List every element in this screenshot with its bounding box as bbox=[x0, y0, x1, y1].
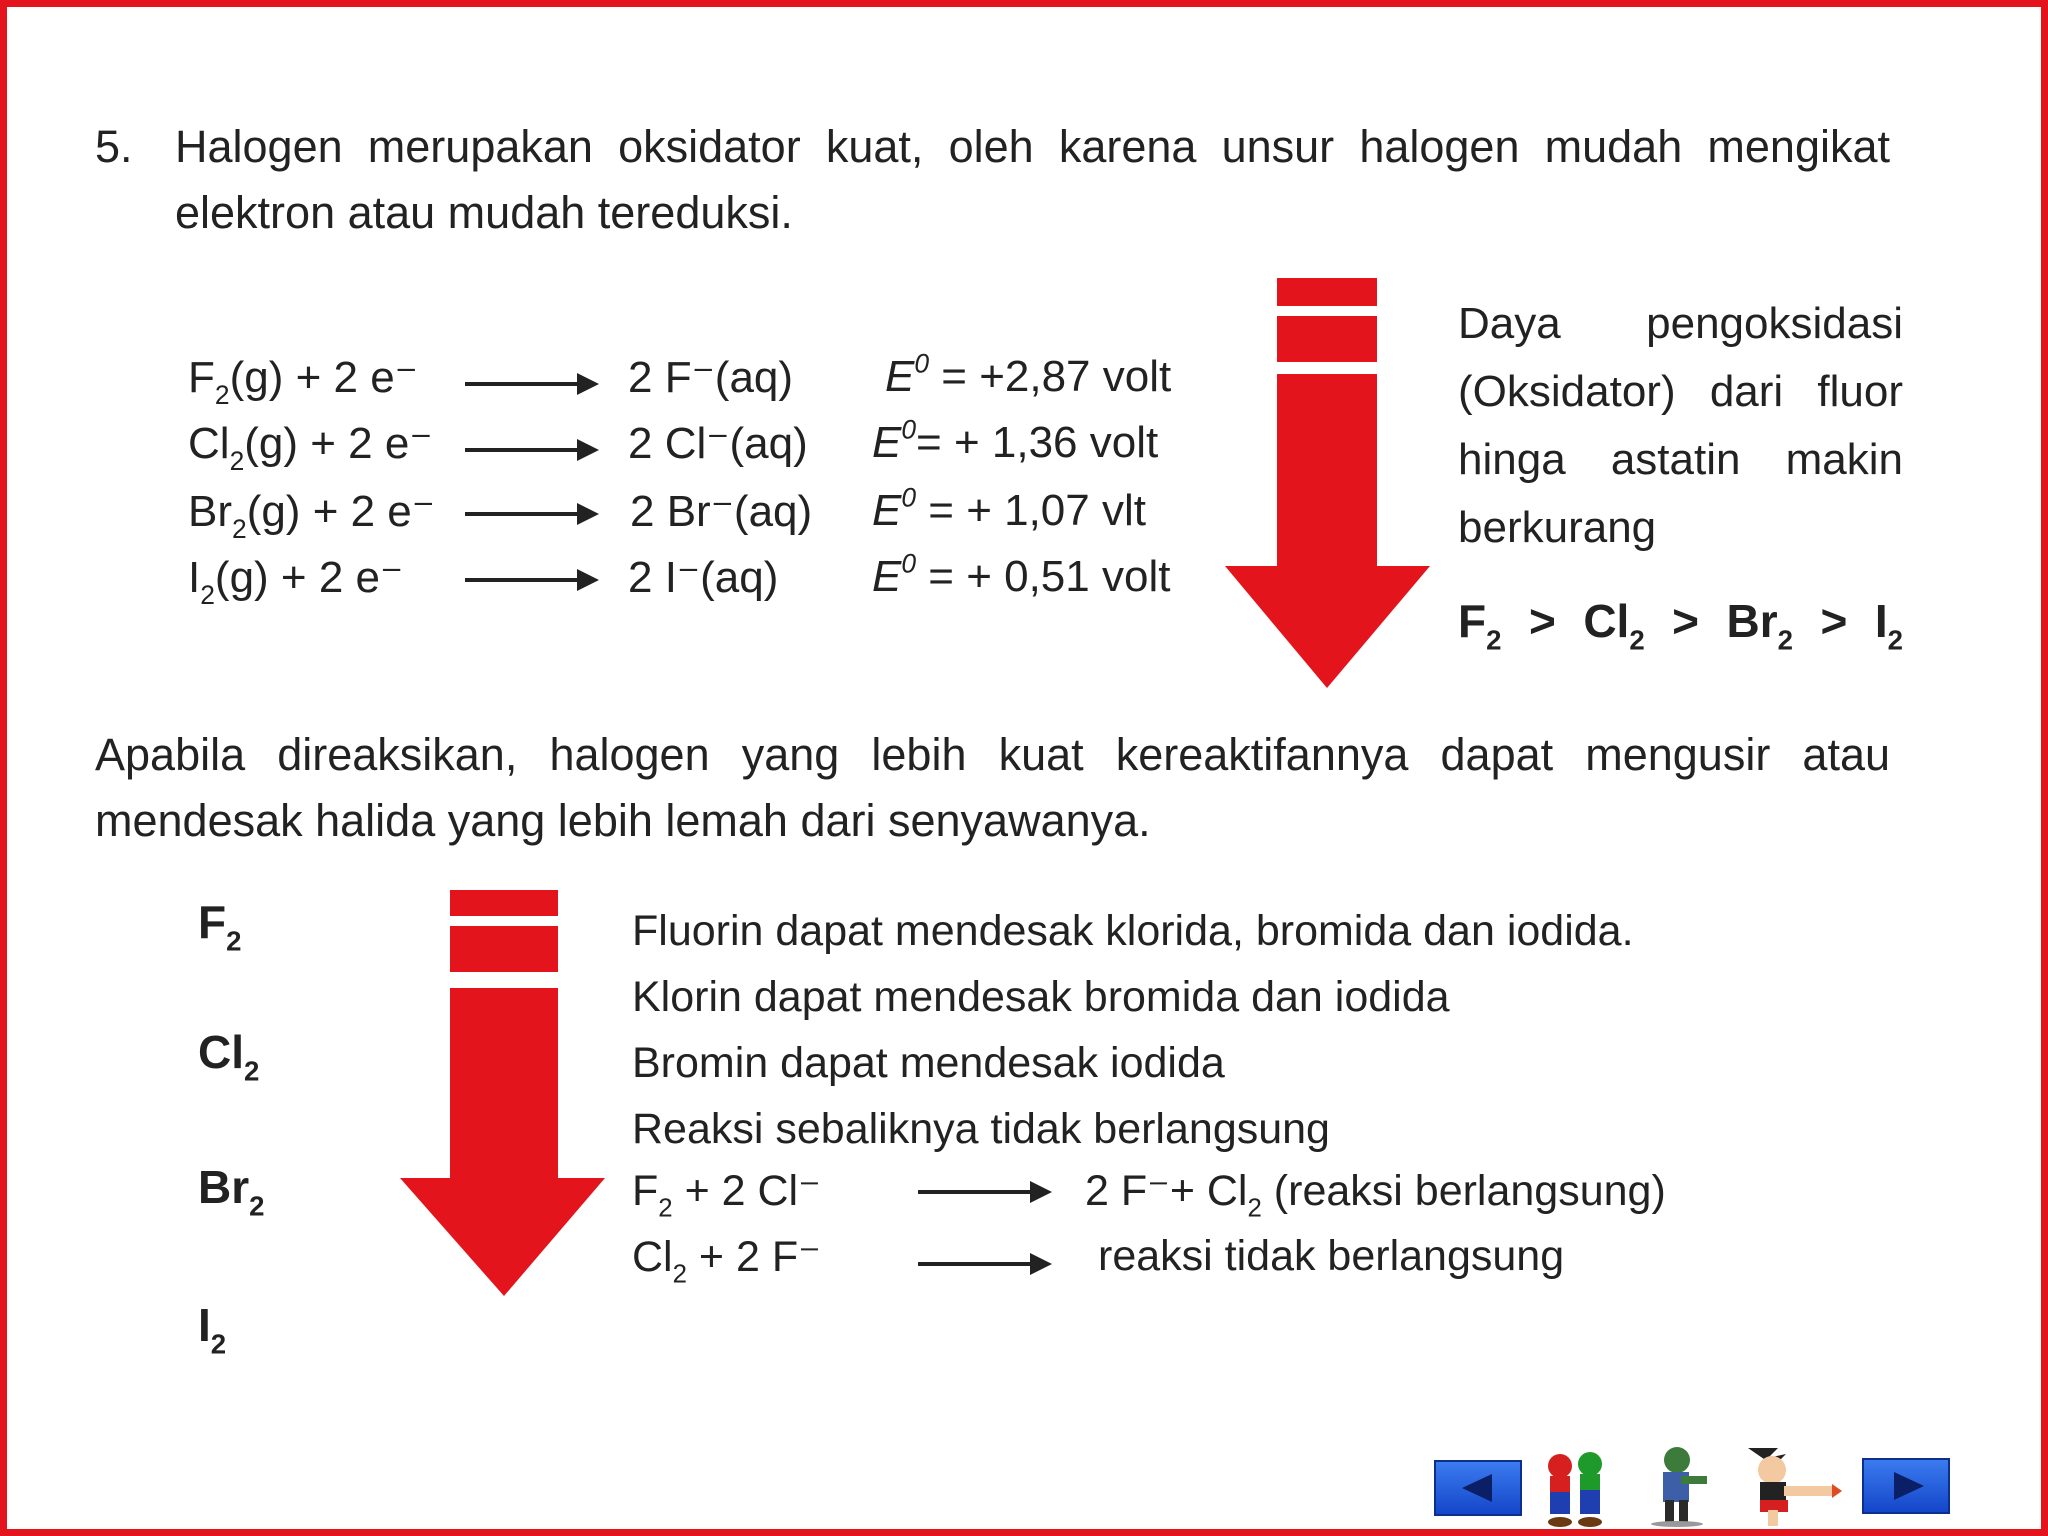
reaction-arrow bbox=[918, 1190, 1048, 1194]
equation-lhs: $F_2(g) + 2$ e⁻ bbox=[188, 353, 418, 410]
prev-arrow-icon bbox=[1462, 1474, 1492, 1502]
standard-potential: $E^0$ = + 1,07 vlt bbox=[872, 482, 1146, 535]
item-number: 5. bbox=[95, 121, 133, 172]
intro-line-1: Halogen merupakan oksidator kuat, oleh karena unsur halogen mudah mengikat bbox=[175, 121, 1890, 172]
paragraph-2-line-1: Apabila direaksikan, halogen yang lebih kuat kereaktifannya dapat mengusir atau bbox=[95, 729, 1890, 780]
oxidizing-line: berkurang bbox=[1458, 503, 1657, 552]
reaction-arrow bbox=[465, 382, 595, 386]
displacement-text bbox=[632, 898, 1634, 1162]
displacement-line: Klorin dapat mendesak bromida dan iodida bbox=[632, 973, 1450, 1021]
zombie-icon[interactable] bbox=[1645, 1444, 1715, 1528]
reactivity-arrow-icon bbox=[400, 890, 605, 1298]
oxidizing-text bbox=[1458, 290, 1903, 562]
reaction-2-lhs: $Cl_2 + 2$ F⁻ bbox=[632, 1233, 821, 1289]
oxidizing-line: (Oksidator) dari fluor bbox=[1458, 367, 1903, 416]
standard-potential: $E^0$ = + 0,51 volt bbox=[872, 548, 1171, 601]
equation-rhs: 2 F⁻(aq) bbox=[628, 353, 794, 402]
intro-line-2: elektron atau mudah tereduksi. bbox=[175, 187, 793, 238]
reaction-2-rhs: reaksi tidak berlangsung bbox=[1098, 1232, 1565, 1280]
equation-lhs: $I_2(g) + 2$ e⁻ bbox=[188, 553, 404, 610]
oxidizing-order: $F_2$ > $Cl_2$ > $Br_2$ > $I_2$ bbox=[1458, 595, 1903, 656]
equation-lhs: $Br_2(g) + 2$ e⁻ bbox=[188, 487, 435, 544]
reaction-1-rhs: 2 $F^-+ Cl_2$ (reaksi berlangsung) bbox=[1085, 1167, 1666, 1223]
standard-potential: $E^0= + 1,36$ volt bbox=[872, 414, 1159, 467]
next-slide-button[interactable] bbox=[1862, 1458, 1950, 1514]
reaction-arrow bbox=[918, 1262, 1048, 1266]
halogen-label: $Cl_2$ bbox=[198, 1026, 260, 1087]
halogen-label: $I_2$ bbox=[198, 1299, 227, 1360]
displacement-line: Bromin dapat mendesak iodida bbox=[632, 1039, 1225, 1087]
reaction-arrow bbox=[465, 512, 595, 516]
reaction-arrow bbox=[465, 448, 595, 452]
displacement-line: Fluorin dapat mendesak klorida, bromida dan iodida. bbox=[632, 907, 1634, 955]
equation-rhs: 2 Cl⁻(aq) bbox=[628, 419, 808, 468]
decreasing-arrow-icon bbox=[1225, 278, 1430, 690]
standard-potential: $E^0 = +2,87$ volt bbox=[885, 348, 1172, 401]
equation-rhs: 2 Br⁻(aq) bbox=[630, 487, 813, 536]
oxidizing-line: hinga astatin makin bbox=[1458, 435, 1903, 484]
displacement-line: Reaksi sebaliknya tidak berlangsung bbox=[632, 1105, 1330, 1153]
reaction-arrow bbox=[465, 578, 595, 582]
equation-lhs: $Cl_2(g) + 2$ e⁻ bbox=[188, 419, 433, 476]
paragraph-2-line-2: mendesak halida yang lebih lemah dari senyawanya. bbox=[95, 795, 1151, 846]
prev-slide-button[interactable] bbox=[1434, 1460, 1522, 1516]
astro-boy-icon[interactable] bbox=[1738, 1442, 1842, 1528]
reaction-1-lhs: $F_2 + 2$ Cl⁻ bbox=[632, 1167, 821, 1223]
mario-luigi-icon[interactable] bbox=[1540, 1448, 1612, 1528]
oxidizing-line: Daya pengoksidasi bbox=[1458, 299, 1903, 348]
halogen-label: $F_2$ bbox=[198, 896, 242, 957]
next-arrow-icon bbox=[1894, 1472, 1924, 1500]
equation-rhs: 2 I⁻(aq) bbox=[628, 553, 779, 602]
halogen-label: $Br_2$ bbox=[198, 1161, 265, 1222]
